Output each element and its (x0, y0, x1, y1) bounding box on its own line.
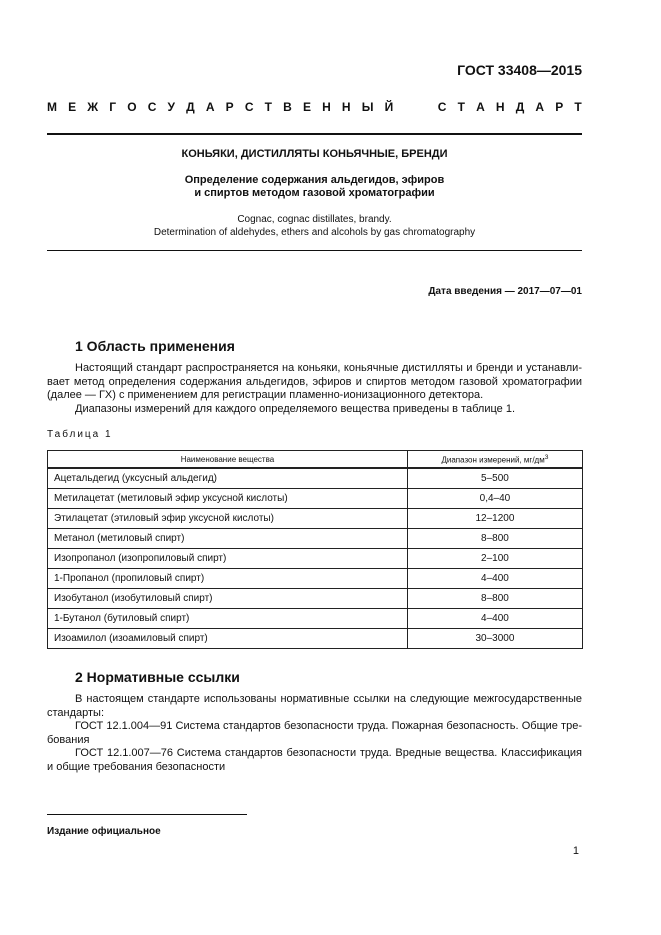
table-row (48, 489, 583, 509)
column-header-substance: Наименование вещества (48, 451, 408, 469)
heading-letter: Н (341, 100, 351, 114)
heading-letter: Д (186, 100, 195, 114)
measurement-range: 2–100 (407, 549, 582, 569)
substance-name: Изоамилол (изоамиловый спирт) (48, 629, 408, 649)
measurement-range: 8–800 (407, 529, 582, 549)
table-row (48, 529, 583, 549)
table-row (48, 629, 583, 649)
measurement-range: 4–400 (407, 609, 582, 629)
measurement-range: 5–500 (407, 468, 582, 489)
text-line: ГОСТ 12.1.004—91 Система стандартов безопасности труда. Пожарная безопасность. Общие тре- (75, 720, 582, 732)
heading-letter: С (147, 100, 157, 114)
document-subtitle-2: и спиртов методом газовой хроматографии (194, 187, 435, 199)
text-line: Диапазоны измерений для каждого определяемого вещества приведены в таблице 1. (75, 402, 516, 415)
substance-name: Изобутанол (изобутиловый спирт) (48, 589, 408, 609)
substance-name: 1-Пропанол (пропиловый спирт) (48, 569, 408, 589)
effective-date: Дата введения — 2017—07—01 (428, 286, 582, 297)
english-title-1: Cognac, cognac distillates, brandy. (237, 214, 392, 225)
heading-letter: А (535, 100, 545, 114)
section-2-heading: 2 Нормативные ссылки (75, 669, 240, 685)
table-row (48, 609, 583, 629)
heading-letter: У (167, 100, 176, 114)
heading-letter: Е (302, 100, 311, 114)
substance-name: Метилацетат (метиловый эфир уксусной кислоты) (48, 489, 408, 509)
substance-name: Ацетальдегид (уксусный альдегид) (48, 468, 408, 489)
interstate-standard-heading (47, 100, 582, 114)
text-line: В настоящем стандарте использованы нормативные ссылки на следующие межгосударственные (75, 693, 582, 705)
heading-letter: Т (264, 100, 272, 114)
heading-letter: А (476, 100, 485, 114)
heading-letter: Т (574, 100, 582, 114)
substance-name: 1-Бутанол (бутиловый спирт) (48, 609, 408, 629)
substance-name: Метанол (метиловый спирт) (48, 529, 408, 549)
divider (47, 133, 582, 135)
text-line: Настоящий стандарт распространяется на коньяки, коньячные дистилляты и бренди и устанавли- (75, 362, 582, 374)
heading-letter: М (47, 100, 57, 114)
heading-letter: А (205, 100, 215, 114)
official-edition-label: Издание официальное (47, 826, 161, 837)
text-line: (далее — ГХ) с применением для регистрации пламенно-ионизационного детектора. (47, 389, 484, 401)
text-line: вает метод определения содержания альдегидов, эфиров и спиртов методом газовой хроматографии (47, 375, 582, 388)
text-line: стандарты: (47, 706, 105, 719)
heading-letter: Д (515, 100, 525, 114)
text-line: бования (47, 733, 90, 746)
table-row (48, 509, 583, 529)
heading-letter: С (437, 100, 447, 114)
section-2-text (47, 693, 582, 774)
table-caption: Таблица 1 (47, 429, 113, 440)
heading-letter: О (127, 100, 137, 114)
section-1-text (47, 362, 582, 416)
measurement-range: 0,4–40 (407, 489, 582, 509)
text-line: и общие требования безопасности (47, 760, 226, 773)
measurement-range: 12–1200 (407, 509, 582, 529)
standard-number: ГОСТ 33408—2015 (457, 62, 582, 78)
table-row (48, 569, 583, 589)
heading-letter: В (283, 100, 292, 114)
table-row (48, 589, 583, 609)
heading-letter: Е (68, 100, 77, 114)
heading-letter: Н (495, 100, 505, 114)
heading-letter: Р (225, 100, 234, 114)
document-subtitle-1: Определение содержания альдегидов, эфиров (184, 174, 445, 186)
heading-letter: Ж (87, 100, 99, 114)
table-row (48, 549, 583, 569)
heading-letter: Г (109, 100, 117, 114)
measurement-range: 30–3000 (407, 629, 582, 649)
heading-letter: Ы (361, 100, 374, 114)
heading-letter: Н (322, 100, 331, 114)
heading-letter: Т (457, 100, 465, 114)
table-row (48, 468, 583, 489)
document-title: КОНЬЯКИ, ДИСТИЛЛЯТЫ КОНЬЯЧНЫЕ, БРЕНДИ (181, 148, 448, 160)
section-1-heading: 1 Область применения (75, 338, 235, 354)
substance-name: Изопропанол (изопропиловый спирт) (48, 549, 408, 569)
ranges-table (47, 450, 583, 649)
heading-letter: С (244, 100, 254, 114)
page-number: 1 (572, 845, 579, 857)
divider (47, 250, 582, 251)
heading-letter: Й (384, 100, 394, 114)
text-line: ГОСТ 12.1.007—76 Система стандартов безопасности труда. Вредные вещества. Классификация (75, 747, 582, 759)
measurement-range: 8–800 (407, 589, 582, 609)
footer-divider (47, 814, 247, 815)
heading-letter: Р (555, 100, 564, 114)
english-title-2: Determination of aldehydes, ethers and alcohols by gas chromatography (153, 227, 476, 238)
substance-name: Этилацетат (этиловый эфир уксусной кислоты) (48, 509, 408, 529)
measurement-range: 4–400 (407, 569, 582, 589)
column-header-range: Диапазон измерений, $мг/дм^3$ (407, 451, 582, 469)
